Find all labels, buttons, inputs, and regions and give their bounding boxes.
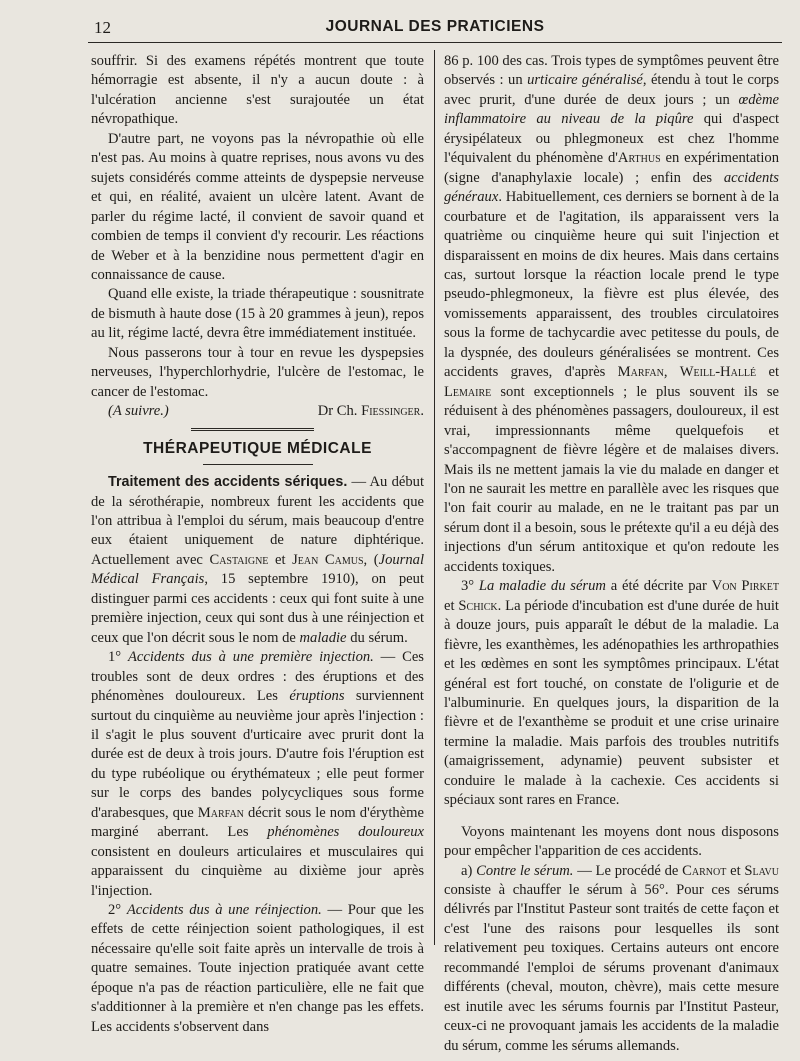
article-title: Traitement des accidents sériques.: [108, 474, 348, 491]
header-rule: [88, 42, 782, 43]
title-rule: [203, 464, 313, 465]
paragraph: 2° Accidents dus à une réinjection. — Pour que les effets de cette réinjection soient pathologiques, il est nécessaire qu'elle soit faite après un intervalle de trois à quatre semaines. Toute injection pratiquée avant cette époque n'a pas de réaction particulière, elle ne fait que s'additionner à la première et n'en change pas les effets. Les accidents s'observent dans: [91, 902, 424, 1035]
column-divider: [434, 50, 435, 945]
author-ref: Weill-Hallé: [679, 364, 757, 381]
paragraph: 86 p. 100 des cas. Trois types de symptômes peuvent être observés : un urticaire généralisé, étendu à tout le corps avec prurit, d'une durée de deux jours ; un œdème inflammatoire au niveau de la piqûre qui d'aspect érysipélateux ou phlegmoneux est chez l'homme l'équivalent du phénomène d'Arthus en expérimentation (signe d'anaphylaxie locale) ; enfin des accidents généraux. Habituellement, ces derniers se bornent à de la courbature et de l'agitation, ils apparaissent vers la quatrième ou cinquième heure qui suit l'injection et disparaissent en moins de dix heures. Mais dans certains cas, surtout lorsque la réaction locale prend le type pseudo-phlegmoneux, la fièvre est plus élevée, des vomissements apparaissent, des troubles circulatoires sous la forme de tachycardie avec petitesse du pouls, de la dyspnée, des douleurs généralisées se montrent. Ces accidents graves, d'après Marfan, Weill-Hallé et Lemaire sont exceptionnels ; le plus souvent ils se réduisent à des phénomènes passagers, douloureux, il est vrai, impressionnants même quelquefois et s'accompagnent de fièvre légère et de malaises divers. Mais ils ne mettent jamais la vie du malade en danger et l'on ne saurait les mettre en parallèle avec les risques que l'on fait courir au malade, en ne le traitant pas par un sérum dont il a besoin, sous le prétexte qu'il a eu déjà des injections d'un sérum antitoxique et qu'on redoute les accidents toxiques.: [444, 53, 779, 575]
paragraph: 1° Accidents dus à une première injection. — Ces troubles sont de deux ordres : des éruptions et des phénomènes douloureux. Les éruptions surviennent surtout du cinquième au neuvième jour après l'injection : il s'agit le plus souvent d'urticaire avec prurit dont la durée est de deux à trois jours. D'autre fois l'éruption est du type rubéolique ou érythémateux ; elle peut former sur le corps des bandes polycycliques sous forme d'arabesques, que Marfan décrit sous le nom d'érythème marginé aberrant. Les phénomènes douloureux consistent en douleurs articulaires et musculaires qui apparaissent du cinquième au dixième jour après l'injection.: [91, 649, 424, 899]
author-prefix: Dr Ch.: [317, 403, 358, 420]
author-ref: Castaigne: [209, 551, 269, 568]
paragraph: Quand elle existe, la triade thérapeutique : sousnitrate de bismuth à haute dose (15 à 20 grammes à jeun), repos au lit, régime lacté, devra être immédiatement instituée.: [91, 286, 424, 342]
paragraph: 3° La maladie du sérum a été décrite par Von Pirket et Schick. La période d'incubation est d'une durée de huit à douze jours, puis apparaît le début de la maladie. La fièvre, les exanthèmes, les adénopathies les arthropathies et les œdèmes en sont les symptômes principaux. L'état général est fort touché, on constate de l'oligurie et de l'albuminurie. En quelques jours, la disparition de la fièvre et de l'exanthème se produit et une crise urinaire termine la maladie. Mais parfois des troubles nutritifs (amaigrissement, adynamie) peuvent subsister et conduire le malade à la cachexie. Ces accidents si spéciaux sont rares en France.: [444, 578, 779, 809]
running-title: JOURNAL DES PRATICIENS: [325, 18, 545, 35]
author-signature: [318, 402, 424, 421]
paragraph: D'autre part, ne voyons pas la névropathie où elle n'est pas. Au moins à quatre reprises, nous avons vu des sujets considérés comme atteints de dyspepsie nerveuse et qui, en réalité, avaient un ulcère latent. Avant de parler du régime lacté, il convient de savoir quand et combien de temps il convient d'y recourir. Les réactions de Weber et à la benzidine nous permettent d'agir en connaissance de cause.: [91, 130, 424, 283]
item-title: Contre le sérum.: [476, 862, 574, 879]
author-ref: Lemaire: [444, 383, 492, 400]
paragraph: a) Contre le sérum. — Le procédé de Carnot et Slavu consiste à chauffer le sérum à 56°. Pour ces sérums délivrés par l'Institut Pasteur sont traités de cette façon et c'est l'une des raisons pour lesquelles ils sont relativement peu toxiques. Certains auteurs ont encore recommandé l'emploi de sérums provenant d'animaux différents (cheval, mouton, chèvre), mais cette mesure est inutile avec les sérums fournis par l'Institut Pasteur, ceux-ci ne provoquant jamais les accidents de la maladie du sérum, comme les sérums allemands.: [444, 862, 779, 1054]
section-separator: [191, 428, 314, 431]
to-follow-note: (A suivre.): [108, 403, 169, 420]
author-ref: Marfan: [197, 804, 244, 821]
signature-line: [91, 402, 424, 421]
right-column: [444, 52, 779, 1056]
paragraph: Voyons maintenant les moyens dont nous disposons pour empêcher l'apparition de ces accidents.: [444, 823, 779, 860]
author-ref: Carnot: [682, 862, 727, 879]
item-title: Accidents dus à une première injection.: [127, 649, 374, 666]
paragraph: Traitement des accidents sériques. — Au début de la sérothérapie, nombreux furent les accidents que l'on attribua à l'emploi du sérum, mais beaucoup d'entre eux étaient uniquement de nature diphtérique. Actuellement avec Castaigne et Jean Camus, (Journal Médical Français, 15 septembre 1910), on peut distinguer parmi ces accidents : ceux qui font suite à une première injection, ceux qui sont dus à une réinjection et ceux que l'on décrit sous le nom de maladie du sérum.: [91, 474, 424, 646]
left-column: [91, 52, 424, 1037]
author-ref: Von Pirket: [711, 578, 779, 595]
item-title: Accidents dus à une réinjection.: [126, 902, 322, 919]
paragraph: souffrir. Si des examens répétés montrent que toute hémorragie est absente, il n'y a aucun doute : à l'ulcération ancienne s'est surajoutée un état névropathique.: [91, 53, 424, 128]
page-number: 12: [94, 18, 111, 37]
author-ref: Marfan: [617, 364, 664, 381]
item-title: La maladie du sérum: [478, 578, 606, 595]
author-name: Fiessinger.: [361, 403, 424, 420]
section-title: THÉRAPEUTIQUE MÉDICALE: [143, 439, 372, 457]
author-ref: Slavu: [744, 862, 779, 879]
author-ref: Jean Camus: [292, 551, 364, 568]
author-ref: Schick: [458, 597, 498, 614]
journal-ref: Journal Médical Français: [91, 551, 424, 588]
author-ref: Arthus: [617, 150, 661, 167]
paragraph: Nous passerons tour à tour en revue les dyspepsies nerveuses, l'hyperchlorhydrie, l'ulcère de l'estomac, le cancer de l'estomac.: [91, 344, 424, 400]
